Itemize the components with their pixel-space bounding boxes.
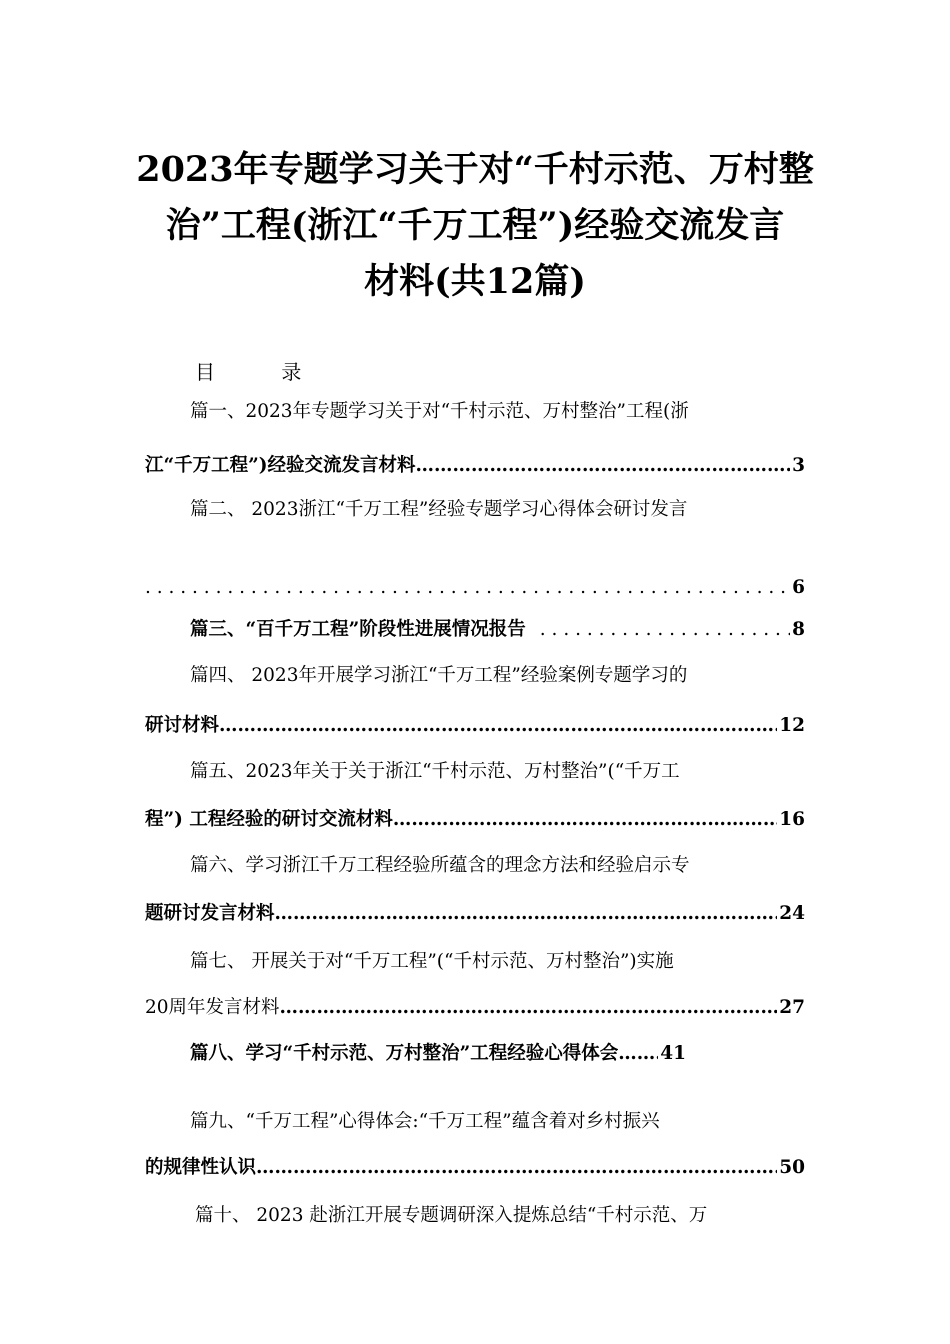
toc-entry-1-text: 江“千万工程”)经验交流发言材料: [145, 455, 416, 476]
title-line-2: 治”工程(浙江“千万工程”)经验交流发言: [165, 205, 785, 246]
toc-entry-2-line-1[interactable]: 篇二、 2023浙江“千万工程”经验专题学习心得体会研讨发言: [190, 499, 688, 520]
leader-dots: [618, 1040, 658, 1068]
toc-entry-5-page: 16: [779, 809, 805, 830]
leader-dots: [145, 574, 790, 602]
toc-entry-4-text: 研讨材料: [145, 715, 220, 736]
toc-entry-9-line-1[interactable]: 篇九、“千万工程”心得体会:“千万工程”蕴含着对乡村振兴: [190, 1111, 660, 1132]
leader-dots: [256, 1154, 777, 1182]
leader-dots: [219, 712, 777, 740]
toc-entry-7-page: 27: [779, 997, 805, 1018]
toc-entry-1-line-1[interactable]: 篇一、2023年专题学习关于对“千村示范、万村整治”工程(浙: [190, 401, 689, 422]
toc-entry-1-line-2[interactable]: [145, 452, 805, 480]
leader-dots: [280, 994, 778, 1022]
toc-entry-4-line-2[interactable]: [145, 712, 805, 740]
toc-entry-9-line-2[interactable]: [145, 1154, 805, 1182]
toc-entry-8-page: 41: [660, 1043, 687, 1064]
toc-entry-7-line-1[interactable]: 篇七、 开展关于对“千万工程”(“千村示范、万村整治”)实施: [190, 951, 674, 972]
toc-entry-9-text: 的规律性认识: [145, 1157, 257, 1178]
toc-entry-3-text: 篇三、“百千万工程”阶段性进展情况报告: [190, 619, 526, 640]
toc-entry-2-line-2[interactable]: [145, 574, 805, 602]
toc-entry-8[interactable]: [145, 1040, 805, 1068]
leader-dots: [393, 806, 777, 834]
toc-entry-2-page: 6: [792, 577, 805, 598]
toc-entry-7-text: 20周年发言材料: [145, 997, 280, 1018]
toc-entry-5-text: 程”) 工程经验的研讨交流材料: [145, 809, 393, 830]
toc-entry-6-text: 题研讨发言材料: [145, 903, 275, 924]
toc-entry-3-page: 8: [792, 619, 805, 640]
toc-entry-5-line-1[interactable]: 篇五、2023年关于关于浙江“千村示范、万村整治”(“千万工: [190, 761, 680, 782]
leader-dots: [526, 616, 790, 644]
toc-entry-7-line-2[interactable]: [145, 994, 805, 1022]
leader-dots: [275, 900, 778, 928]
toc-entry-4-line-1[interactable]: 篇四、 2023年开展学习浙江“千万工程”经验案例专题学习的: [190, 665, 688, 686]
toc-entry-8-text: 篇八、学习“千村示范、万村整治”工程经验心得体会: [190, 1043, 619, 1064]
toc-entry-10-line-1[interactable]: 篇十、 2023 赴浙江开展专题调研深入提炼总结“千村示范、万: [195, 1205, 708, 1226]
toc-entry-4-page: 12: [779, 715, 805, 736]
title-line-3: 材料(共12篇): [364, 261, 586, 302]
toc-entry-1-page: 3: [792, 455, 805, 476]
toc-entry-6-line-1[interactable]: 篇六、学习浙江千万工程经验所蕴含的理念方法和经验启示专: [190, 855, 690, 876]
title-line-1: 2023年专题学习关于对“千村示范、万村整: [136, 149, 814, 190]
toc-heading: 目 录: [195, 360, 332, 384]
toc-entry-6-line-2[interactable]: [145, 900, 805, 928]
toc-entry-6-page: 24: [779, 903, 805, 924]
leader-dots: [416, 452, 791, 480]
toc-entry-9-page: 50: [779, 1157, 805, 1178]
toc-entry-5-line-2[interactable]: [145, 806, 805, 834]
document-title: [100, 142, 850, 310]
toc-entry-3[interactable]: [145, 616, 805, 644]
